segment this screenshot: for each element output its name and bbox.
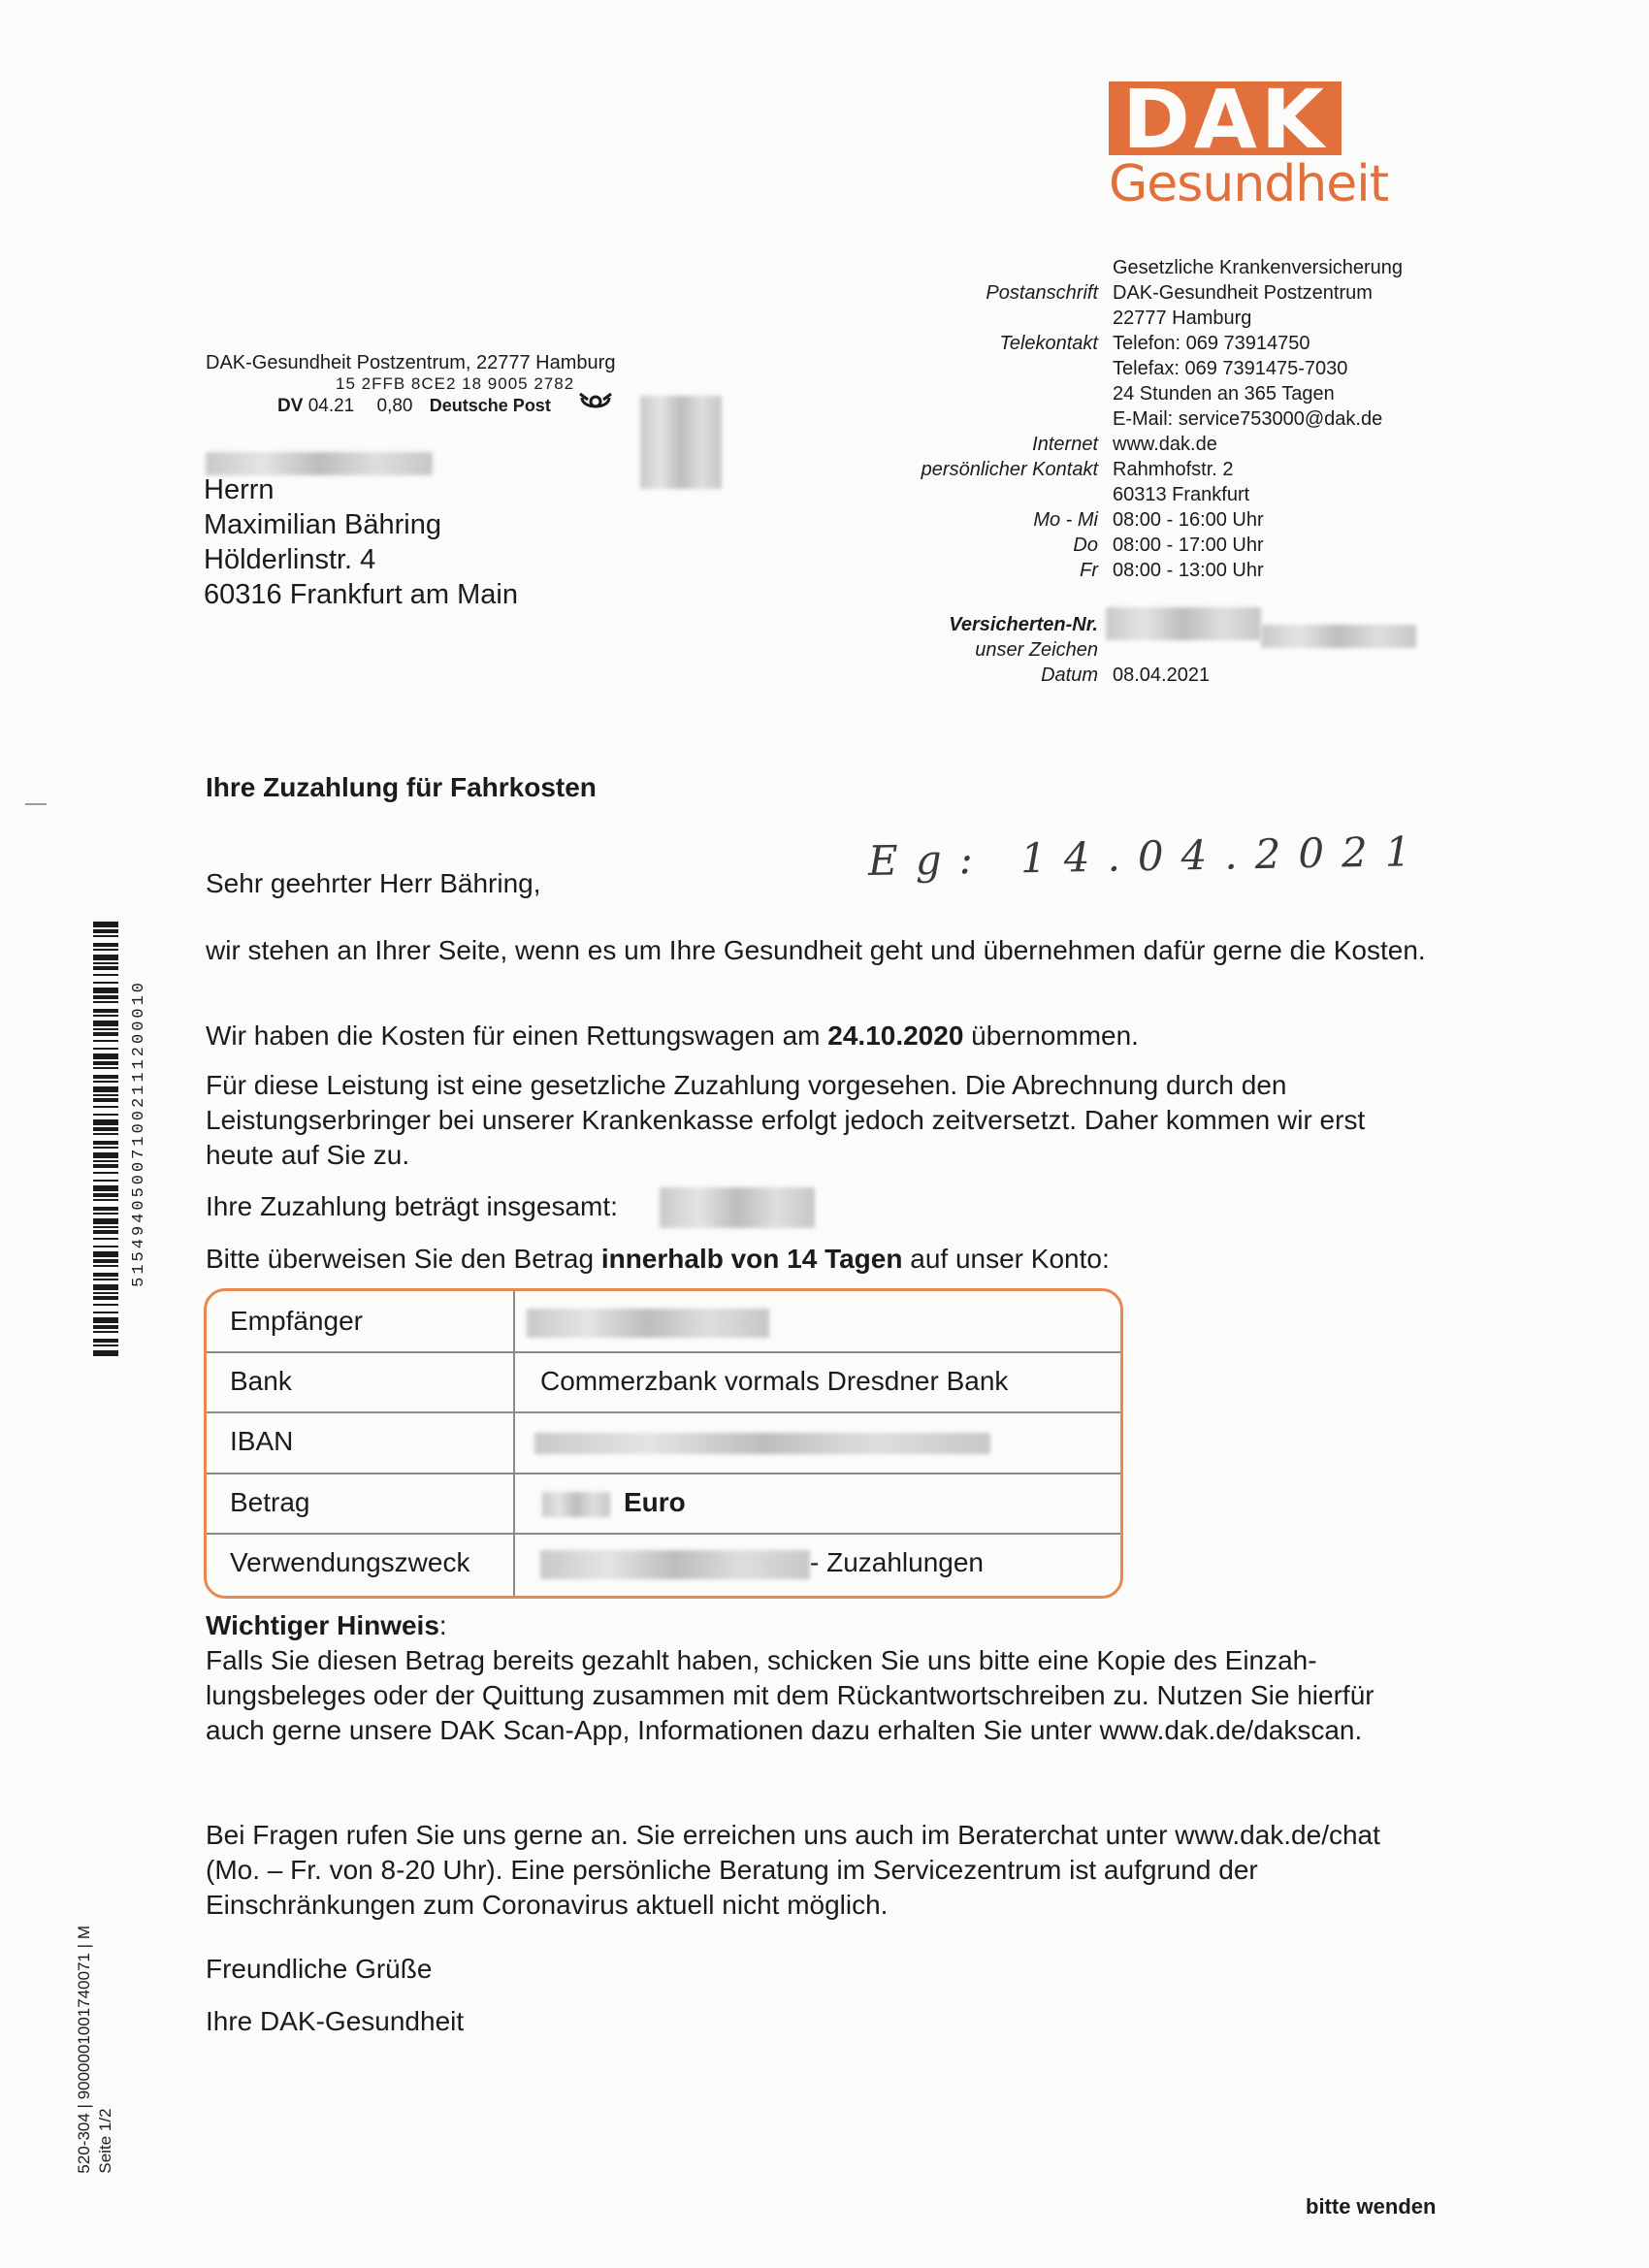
paragraph-2-post: übernommen. — [963, 1021, 1139, 1051]
internet-label: Internet — [1032, 434, 1098, 455]
postage-code: 15 2FFB 8CE2 18 9005 2782 — [336, 374, 575, 393]
table-row — [207, 1351, 1120, 1411]
row-value-reference: - Zuzahlungen — [810, 1547, 985, 1577]
dak-logo — [1109, 72, 1389, 213]
paragraph-1: wir stehen an Ihrer Seite, wenn es um Ihre Gesundheit geht und übernehmen dafür gerne die Kosten. — [206, 935, 1426, 965]
recipient-address — [204, 472, 518, 612]
redacted-reference — [540, 1550, 810, 1579]
row-label-bank: Bank — [230, 1366, 292, 1396]
form-code — [74, 1926, 116, 2174]
row-value-bank: Commerzbank vormals Dresdner Bank — [540, 1366, 1009, 1396]
paragraph-2 — [206, 1019, 1467, 1053]
dv-label: DV — [277, 396, 304, 416]
persoenlich-line-2: 60313 Frankfurt — [1113, 484, 1250, 505]
paragraph-2-date: 24.10.2020 — [827, 1021, 964, 1051]
paragraph-5-post: auf unser Konto: — [902, 1244, 1110, 1274]
signature: Ihre DAK-Gesundheit — [206, 2006, 465, 2036]
recipient-street: Hölderlinstr. 4 — [204, 544, 376, 575]
turn-page-note: bitte wenden — [1306, 2194, 1437, 2219]
paragraph-3: Für diese Leistung ist eine gesetzliche Zuzahlung vorgesehen. Die Abrechnung durch den Leistungserbringer bei unserer Krankenkasse erfolgt jedoch zeitversetzt. Daher kommen wir erst heute auf Sie zu. — [206, 1070, 1366, 1170]
post-horn-icon — [578, 390, 613, 417]
postanschrift-line-2: 22777 Hamburg — [1113, 308, 1252, 329]
dv-date: 04.21 — [307, 396, 355, 416]
telefon: Telefon: 069 73914750 — [1113, 333, 1310, 354]
hint-heading — [206, 1608, 1467, 1643]
bank-details-table — [204, 1288, 1123, 1599]
table-row — [207, 1291, 1120, 1351]
barcode-number: 515494050071002111200010 — [130, 980, 148, 1287]
greeting: Sehr geehrter Herr Bähring, — [206, 868, 541, 898]
zeichen-label: unser Zeichen — [975, 639, 1098, 661]
persoenlich-line-1: Rahmhofstr. 2 — [1113, 459, 1234, 480]
logo-subtitle: Gesundheit — [1109, 155, 1389, 213]
row-label-empfaenger: Empfänger — [230, 1306, 363, 1336]
row-label-iban: IBAN — [230, 1426, 294, 1456]
postage-line — [277, 396, 551, 417]
table-row — [207, 1411, 1120, 1472]
row-label-betrag: Betrag — [230, 1487, 310, 1517]
redacted-amount — [660, 1187, 815, 1228]
postanschrift-label: Postanschrift — [986, 282, 1098, 304]
recipient-name: Maximilian Bähring — [204, 509, 441, 540]
sender-return-address: DAK-Gesundheit Postzentrum, 22777 Hamburg — [206, 352, 616, 373]
page-indicator: Seite 1/2 — [96, 2108, 114, 2174]
row-value-currency: Euro — [624, 1487, 686, 1517]
recipient-city: 60316 Frankfurt am Main — [204, 579, 518, 610]
recipient-salutation: Herrn — [204, 474, 275, 505]
hint-colon: : — [438, 1610, 447, 1640]
telefax: Telefax: 069 7391475-7030 — [1113, 358, 1348, 379]
hours-note: 24 Stunden an 365 Tagen — [1113, 383, 1335, 405]
paragraph-5-pre: Bitte überweisen Sie den Betrag — [206, 1244, 601, 1274]
questions-paragraph: Bei Fragen rufen Sie uns gerne an. Sie erreichen uns auch im Beraterchat unter www.dak.de/chat (Mo. – Fr. von 8-20 Uhr). Eine persönliche Beratung im Servicezentrum ist aufgrund der Einschränkungen zum Coronavirus aktuell nicht möglich. — [206, 1820, 1380, 1920]
hours-mo-mi: 08:00 - 16:00 Uhr — [1113, 509, 1264, 531]
internet-link: www.dak.de — [1113, 434, 1217, 455]
hours-mo-mi-label: Mo - Mi — [1033, 509, 1098, 531]
hours-fr-label: Fr — [1080, 560, 1098, 581]
paragraph-4: Ihre Zuzahlung beträgt insgesamt: — [206, 1191, 618, 1221]
redacted-versicherten-nr — [1106, 607, 1261, 640]
fold-mark — [25, 803, 47, 805]
redacted-zeichen — [1261, 625, 1416, 648]
contact-org: Gesetzliche Krankenversicherung — [1113, 257, 1404, 278]
table-row — [207, 1473, 1120, 1533]
barcode-graphic — [93, 922, 118, 1358]
redacted-betrag — [542, 1492, 610, 1517]
handwritten-note: Eg: 14.04.2021 — [867, 826, 1429, 886]
row-label-verwendungszweck: Verwendungszweck — [230, 1547, 470, 1577]
hint-text: Falls Sie diesen Betrag bereits gezahlt haben, schicken Sie uns bitte eine Kopie des Einzah-lungsbeleges oder der Quittung zusammen mit dem Rückantwortschreiben zu. Nutzen Sie hierfür auch gerne unsere DAK Scan-App, Informationen dazu erhalten Sie unter www.dak.de/dakscan. — [206, 1645, 1374, 1745]
email: E-Mail: service753000@dak.de — [1113, 408, 1383, 430]
letter-subject: Ihre Zuzahlung für Fahrkosten — [206, 772, 597, 802]
paragraph-5-deadline: innerhalb von 14 Tagen — [600, 1244, 903, 1274]
versicherten-label: Versicherten-Nr. — [949, 614, 1098, 635]
hours-fr: 08:00 - 13:00 Uhr — [1113, 560, 1264, 581]
paragraph-2-pre: Wir haben die Kosten für einen Rettungswagen am — [206, 1021, 828, 1051]
carrier-name: Deutsche Post — [429, 396, 551, 415]
persoenlich-label: persönlicher Kontakt — [921, 459, 1098, 480]
closing: Freundliche Grüße — [206, 1954, 433, 1984]
redacted-qr-code — [640, 396, 722, 489]
datum-value: 08.04.2021 — [1113, 664, 1211, 686]
postage-amount: 0,80 — [376, 396, 413, 416]
hours-do: 08:00 - 17:00 Uhr — [1113, 535, 1264, 556]
table-row — [207, 1533, 1120, 1593]
redacted-recipient — [527, 1309, 769, 1338]
hours-do-label: Do — [1073, 535, 1098, 556]
logo-wordmark: DAK — [1109, 81, 1342, 155]
postanschrift-line-1: DAK-Gesundheit Postzentrum — [1113, 282, 1373, 304]
form-code-line-1: 520-304 | 9000001001740071 | M — [75, 1926, 93, 2174]
redacted-iban — [534, 1433, 990, 1454]
hint-title: Wichtiger Hinweis — [206, 1610, 439, 1640]
paragraph-5 — [206, 1242, 1467, 1277]
datum-label: Datum — [1041, 664, 1098, 686]
telekontakt-label: Telekontakt — [999, 333, 1098, 354]
